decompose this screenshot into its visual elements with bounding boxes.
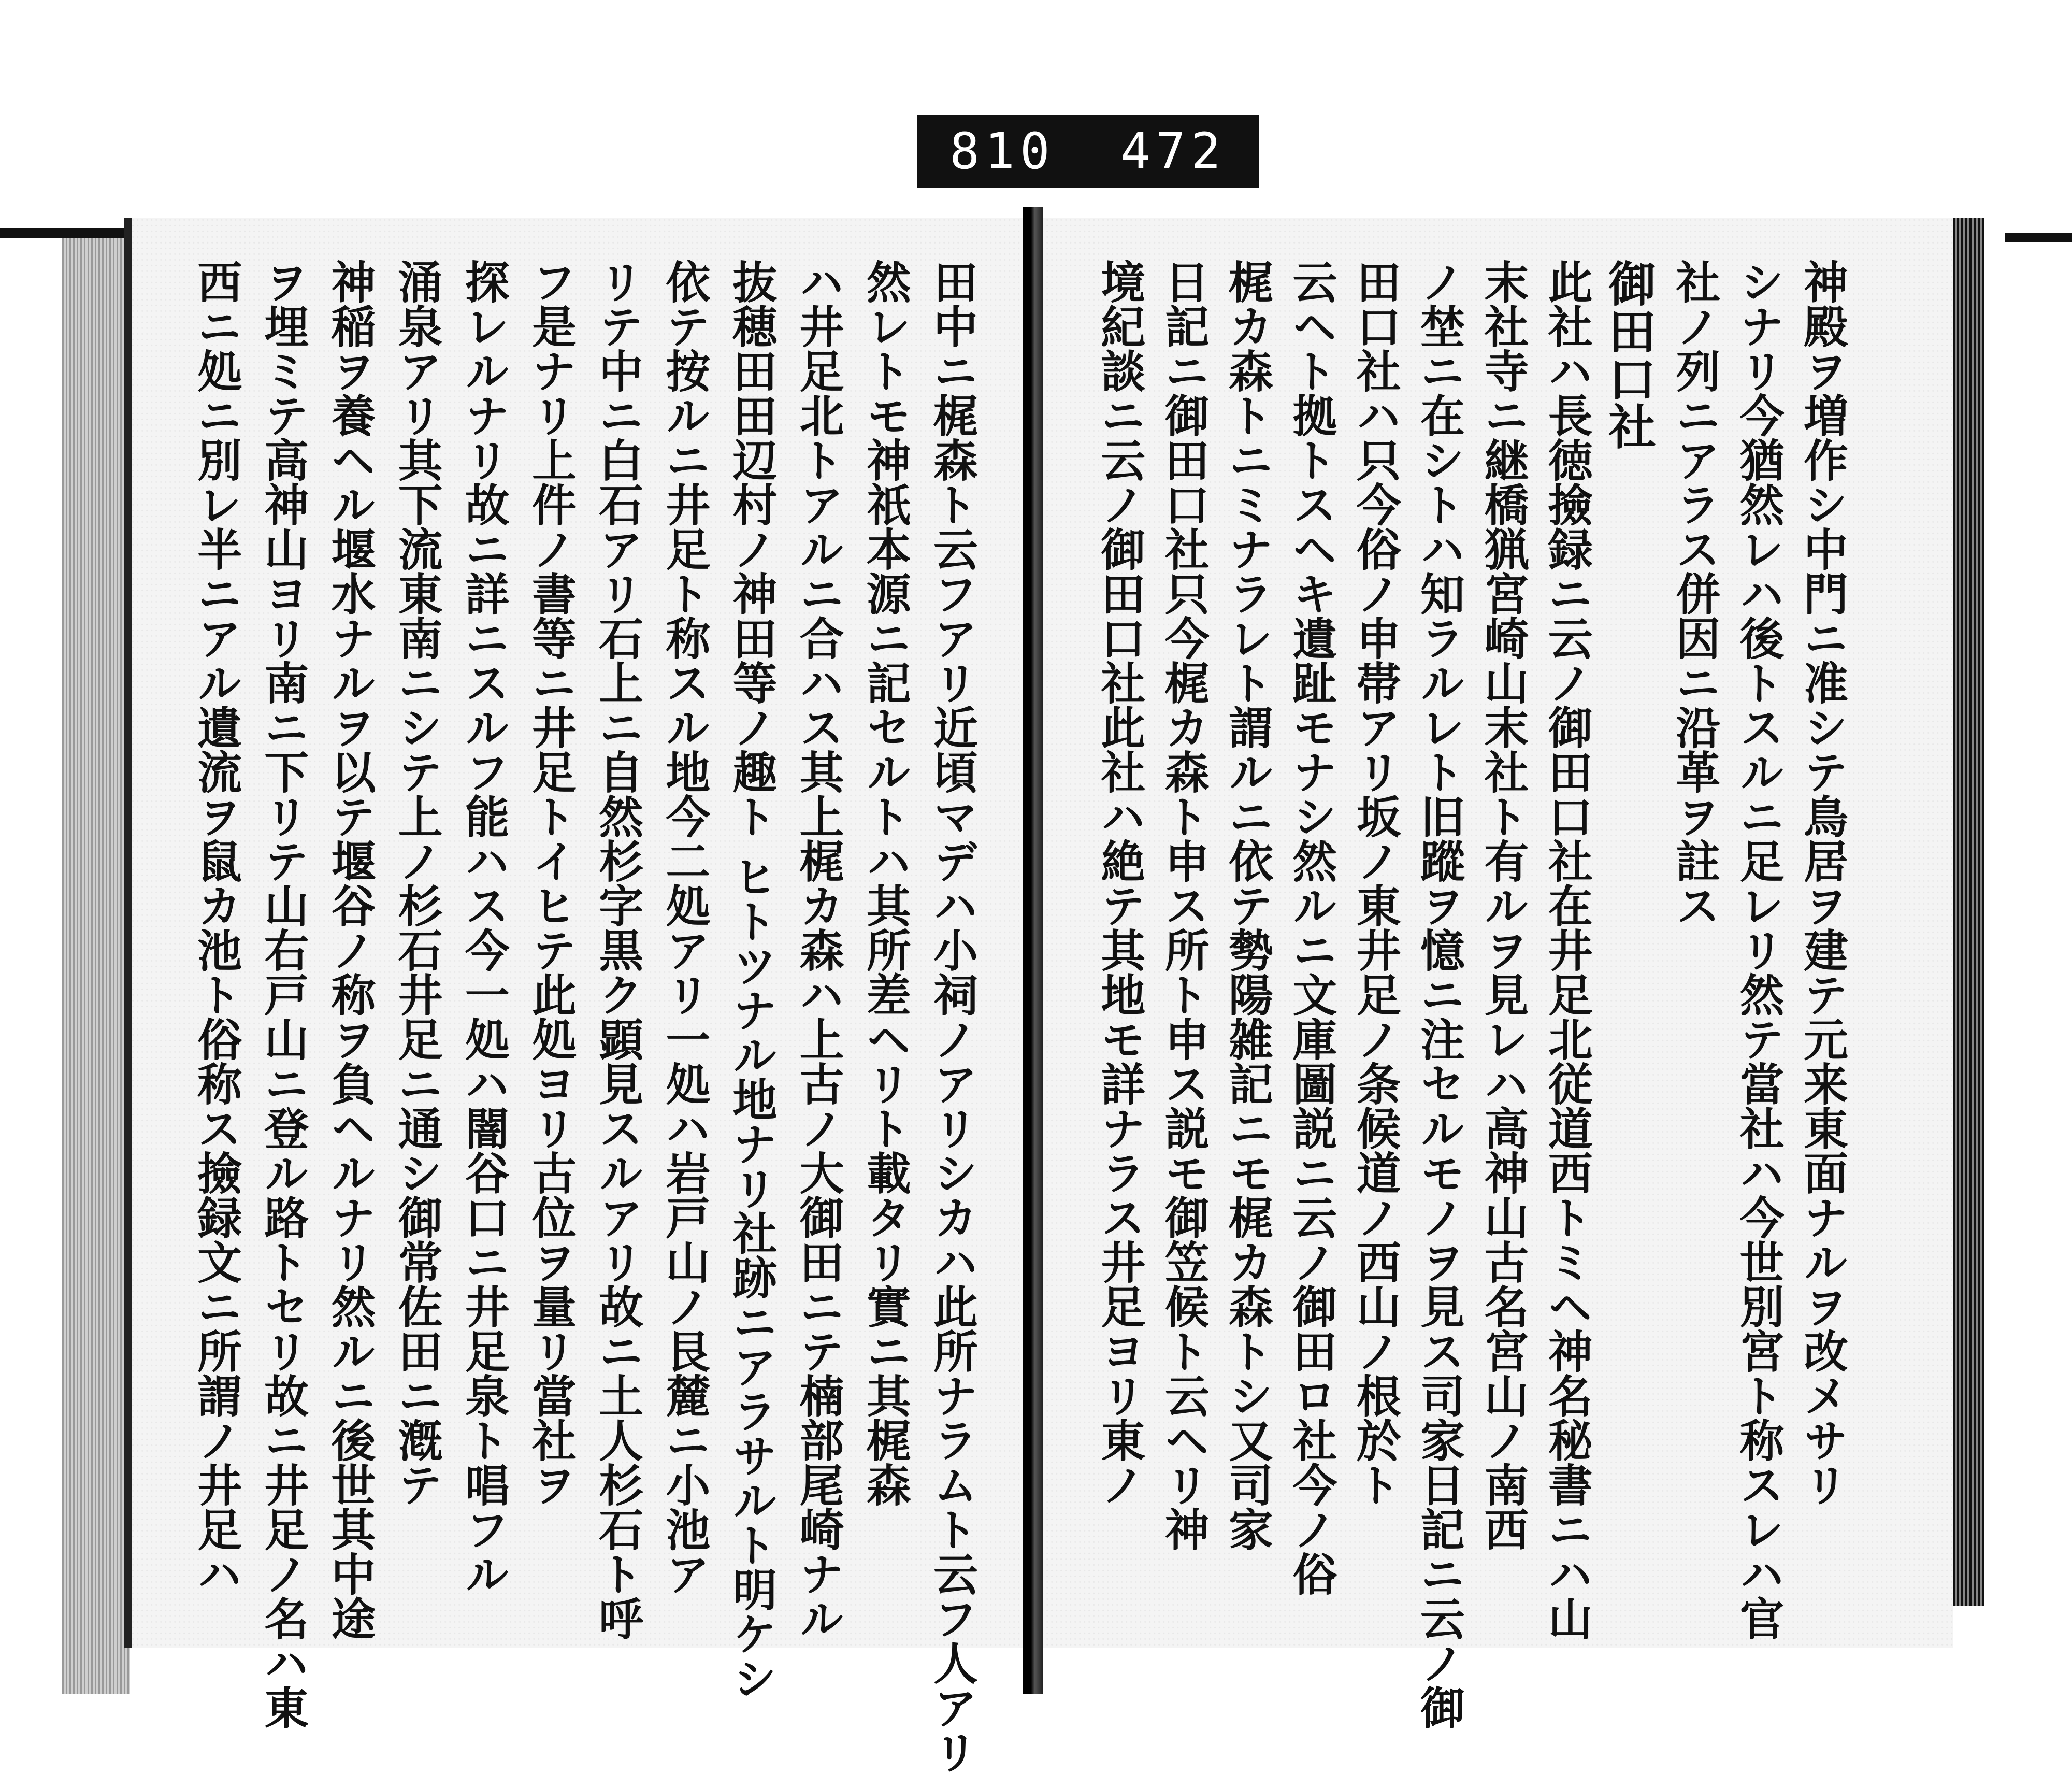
text-column: リテ中ニ白石アリ石上ニ自然杉字黒ク顕見スルアリ故ニ土人杉石ト呼 <box>591 259 644 1640</box>
text-column: 梶カ森トニミナラレト謂ルニ依テ勢陽雑記ニモ梶カ森トシ又司家 <box>1221 259 1274 1551</box>
right-page-text <box>1077 259 1848 1729</box>
text-column: 探レルナリ故ニ詳ニスルフ能ハス今一処ハ闇谷口ニ井足泉ト唱フル <box>457 259 510 1596</box>
book-cover-edge <box>62 238 130 1694</box>
text-column: 依テ按ルニ井足ト称スル地今二処アリ一処ハ岩戸山ノ艮麓ニ小池ア <box>658 259 711 1596</box>
left-page-text <box>171 259 978 1774</box>
text-column: 此社ハ長徳撿録ニ云ノ御田口社在井足北従道西トミヘ神名秘書ニハ山 <box>1540 259 1593 1640</box>
text-column: 抜穂田田辺村ノ神田等ノ趣ト ヒトツナル地ナリ社跡ニアラサルト明ケシ <box>725 259 778 1700</box>
text-column: 涌泉アリ其下流東南ニシテ上ノ杉石井足ニ通シ御常佐田ニ漑テ <box>390 259 443 1507</box>
section-heading: 御田口社 <box>1601 259 1657 450</box>
text-column: 田口社ハ只今俗ノ申帯アリ坂ノ東井足ノ条候道ノ西山ノ根於ト <box>1348 259 1401 1507</box>
text-column: 西ニ処ニ別レ半ニアル遺流ヲ鼠カ池ト俗称ス撿録文ニ所謂ノ井足ハ <box>190 259 242 1596</box>
text-column: 田中ニ梶森ト云フアリ近頃マデハ小祠ノアリシカハ此所ナラムト云フ人アリ <box>926 259 978 1774</box>
plate-number-right: 472 <box>1120 122 1226 180</box>
text-column: 日記ニ御田口社只今梶カ森ト申ス所ト申ス説モ御笠候ト云ヘリ神 <box>1157 259 1210 1551</box>
text-column: 末社寺ニ継橋猟宮崎山末社ト有ルヲ見レハ高神山古名宮山ノ南西 <box>1476 259 1529 1551</box>
text-column: 神稲ヲ養ヘル堰水ナルヲ以テ堰谷ノ称ヲ負ヘルナリ然ルニ後世其中途 <box>323 259 376 1640</box>
plate-number-left: 810 <box>949 122 1055 180</box>
text-column: 然レトモ神祇本源ニ記セルトハ其所差ヘリト載タリ實ニ其梶森 <box>858 259 911 1507</box>
text-column: 社ノ列ニアラス併因ニ沿革ヲ註ス <box>1668 259 1721 927</box>
text-column: 神殿ヲ増作シ中門ニ准シテ鳥居ヲ建テ元来東面ナルヲ改メサリ <box>1796 259 1848 1507</box>
text-column: ハ井足北トアルニ合ハス其上梶カ森ハ上古ノ大御田ニテ楠部尾崎ナル <box>792 259 844 1640</box>
text-column: 云ヘト拠トスヘキ遺趾モナシ然ルニ文庫圖説ニ云ノ御田ロ社今ノ俗 <box>1285 259 1337 1596</box>
page-stack-edge <box>1953 218 1984 1606</box>
text-column: シナリ今猶然レハ後トスルニ足レリ然テ當社ハ今世別宮ト称スレハ官 <box>1732 259 1785 1640</box>
text-column: ヲ埋ミテ高神山ヨリ南ニ下リテ山右戸山ニ登ル路トセリ故ニ井足ノ名ハ東 <box>256 259 309 1729</box>
book-spine <box>1023 207 1043 1694</box>
text-column: 境紀談ニ云ノ御田口社此社ハ絶テ其地モ詳ナラス井足ヨリ東ノ <box>1093 259 1146 1507</box>
archive-label-plate <box>917 115 1259 188</box>
text-column: ノ埜ニ在シトハ知ラルレト旧蹤ヲ憶ニ注セルモノヲ見ス司家日記ニ云ノ御 <box>1413 259 1465 1729</box>
scan-edge-line-left <box>0 228 124 238</box>
scan-edge-line-right <box>2005 233 2072 242</box>
text-column: フ是ナリ上件ノ書等ニ井足トイヒテ此処ヨリ古位ヲ量リ當社ヲ <box>524 259 577 1507</box>
